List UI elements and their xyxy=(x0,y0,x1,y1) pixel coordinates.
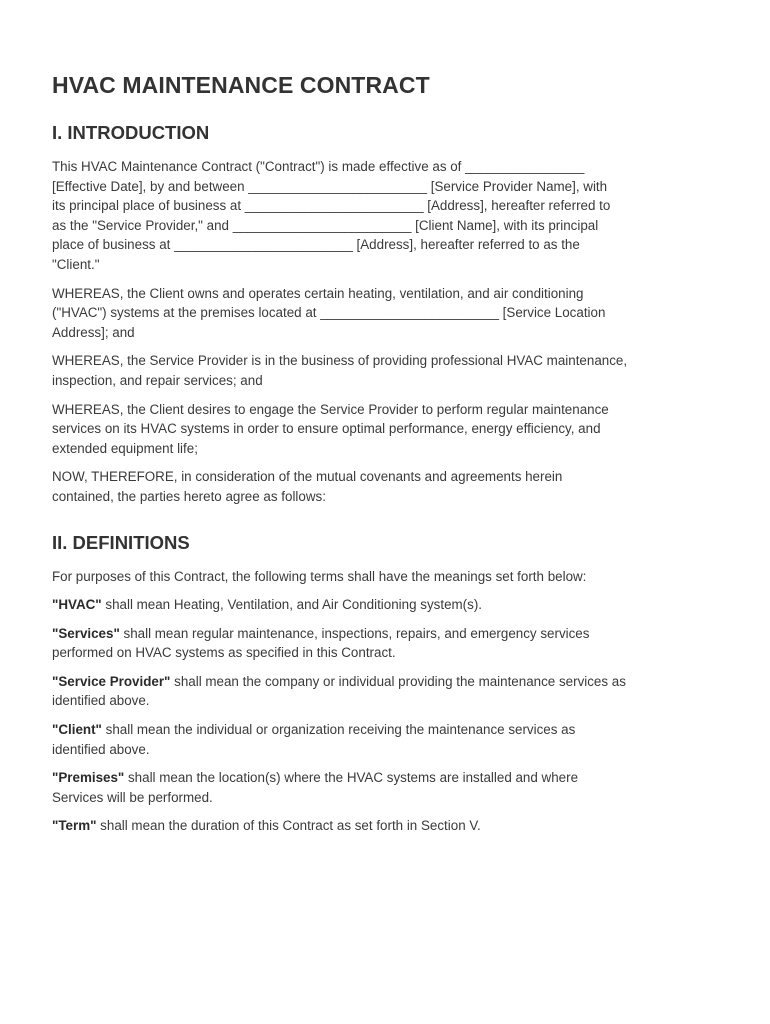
definition-services xyxy=(52,624,730,663)
definition-term: "Term" xyxy=(52,818,97,834)
definition-text: shall mean the company or individual providing the maintenance services as identified above. xyxy=(52,673,626,709)
definition-term: "HVAC" xyxy=(52,597,102,613)
definition-service-provider xyxy=(52,672,730,711)
definition-text: shall mean the location(s) where the HVAC systems are installed and where Services will be performed. xyxy=(52,770,579,805)
definition-term: "Client" xyxy=(52,722,102,738)
intro-paragraph-whereas-client-desires: WHEREAS, the Client desires to engage the Service Provider to perform regular maintenance services on its HVAC systems in order to ensure optimal performance, energy efficiency, and extended equipment life; xyxy=(52,401,609,456)
section-heading-definitions: II. DEFINITIONS xyxy=(52,531,190,553)
intro-paragraph-parties: This HVAC Maintenance Contract ("Contract") is made effective as of ________________ [Effective Date], by and between ________________________ [Service Provider Name], with its principal place of business at ________________________ [Address], hereafter referred to as the "Service Provider," and ________________________ [Client Name], with its principal place of business at ________________________ [Address], hereafter referred to as the "Client." xyxy=(52,159,611,272)
definition-text: shall mean the individual or organization receiving the maintenance services as identified above. xyxy=(52,722,576,757)
intro-paragraph-whereas-provider-business: WHEREAS, the Service Provider is in the business of providing professional HVAC maintenance, inspection, and repair services; and xyxy=(52,353,628,388)
section-heading-introduction: I. INTRODUCTION xyxy=(52,122,210,143)
definition-term-duration xyxy=(52,816,730,836)
definition-hvac xyxy=(52,595,730,615)
definitions-intro: For purposes of this Contract, the following terms shall have the meanings set forth below: xyxy=(52,568,587,584)
intro-paragraph-whereas-client-owns: WHEREAS, the Client owns and operates certain heating, ventilation, and air conditioning ("HVAC") systems at the premises located at ________________________ [Service Location Address]; and xyxy=(52,285,606,340)
definition-text: shall mean regular maintenance, inspections, repairs, and emergency services performed on HVAC systems as specified in this Contract. xyxy=(52,625,590,661)
definition-premises xyxy=(52,768,730,807)
document-title: HVAC MAINTENANCE CONTRACT xyxy=(52,72,430,98)
definition-term: "Service Provider" xyxy=(52,673,171,689)
definition-term: "Services" xyxy=(52,625,120,641)
definition-term: "Premises" xyxy=(52,770,125,786)
definition-text: shall mean the duration of this Contract as set forth in Section V. xyxy=(96,818,481,834)
definition-client xyxy=(52,720,730,759)
intro-paragraph-now-therefore: NOW, THEREFORE, in consideration of the mutual covenants and agreements herein contained, the parties hereto agree as follows: xyxy=(52,469,563,504)
definition-text: shall mean Heating, Ventilation, and Air Conditioning system(s). xyxy=(101,597,483,613)
